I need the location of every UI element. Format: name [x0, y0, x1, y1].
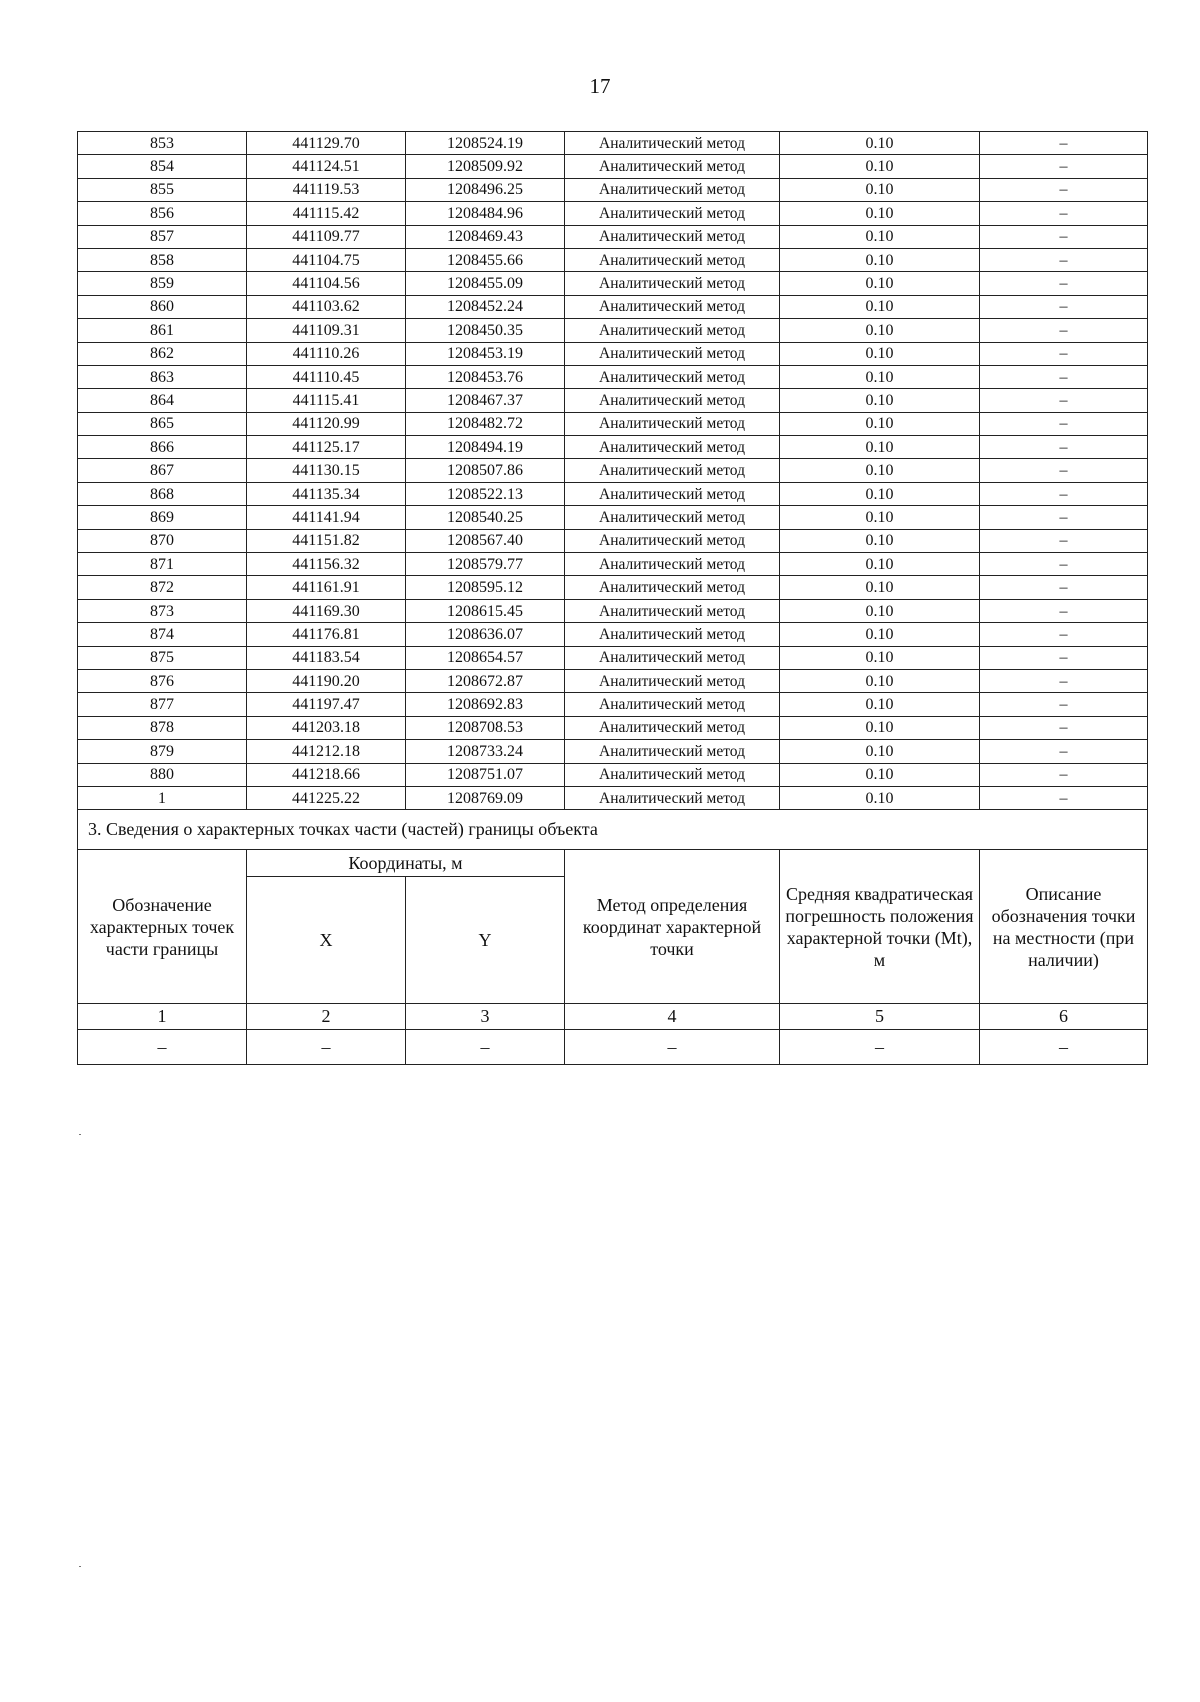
empty-data-row: [78, 1030, 1148, 1065]
cell-point: 868: [78, 482, 247, 505]
header-coordinates: Координаты, м: [247, 850, 565, 877]
cell-accuracy: 0.10: [780, 412, 980, 435]
table-row: [78, 623, 1148, 646]
cell-accuracy: 0.10: [780, 716, 980, 739]
cell-description: –: [980, 202, 1148, 225]
scan-speck: [79, 1134, 81, 1135]
table-row: [78, 155, 1148, 178]
cell-description: –: [980, 623, 1148, 646]
cell-x: 441120.99: [247, 412, 406, 435]
cell-y: 1208540.25: [406, 506, 565, 529]
cell-description: –: [980, 155, 1148, 178]
cell-description: –: [980, 132, 1148, 155]
cell-method: Аналитический метод: [565, 295, 780, 318]
cell-method: Аналитический метод: [565, 342, 780, 365]
cell-description: –: [980, 763, 1148, 786]
cell-y: 1208654.57: [406, 646, 565, 669]
cell-x: 441203.18: [247, 716, 406, 739]
cell-point: 853: [78, 132, 247, 155]
empty-cell: –: [406, 1030, 565, 1065]
header-accuracy: Средняя квадратическая погрешность положения характерной точки (Mt), м: [780, 850, 980, 1004]
cell-method: Аналитический метод: [565, 365, 780, 388]
cell-point: 877: [78, 693, 247, 716]
cell-description: –: [980, 178, 1148, 201]
cell-description: –: [980, 225, 1148, 248]
cell-method: Аналитический метод: [565, 623, 780, 646]
empty-cell: –: [565, 1030, 780, 1065]
cell-description: –: [980, 272, 1148, 295]
table-row: [78, 599, 1148, 622]
cell-description: –: [980, 412, 1148, 435]
cell-description: –: [980, 482, 1148, 505]
cell-y: 1208522.13: [406, 482, 565, 505]
cell-accuracy: 0.10: [780, 529, 980, 552]
column-number: 5: [780, 1004, 980, 1030]
table-row: [78, 132, 1148, 155]
table-row: [78, 225, 1148, 248]
empty-cell: –: [78, 1030, 247, 1065]
cell-method: Аналитический метод: [565, 389, 780, 412]
cell-description: –: [980, 716, 1148, 739]
cell-y: 1208595.12: [406, 576, 565, 599]
cell-method: Аналитический метод: [565, 225, 780, 248]
cell-y: 1208769.09: [406, 786, 565, 809]
cell-point: 863: [78, 365, 247, 388]
table-row: [78, 482, 1148, 505]
cell-y: 1208452.24: [406, 295, 565, 318]
cell-description: –: [980, 248, 1148, 271]
cell-accuracy: 0.10: [780, 623, 980, 646]
cell-accuracy: 0.10: [780, 786, 980, 809]
cell-accuracy: 0.10: [780, 342, 980, 365]
cell-description: –: [980, 693, 1148, 716]
cell-point: 1: [78, 786, 247, 809]
cell-method: Аналитический метод: [565, 482, 780, 505]
header-description: Описание обозначения точки на местности (при наличии): [980, 850, 1148, 1004]
cell-description: –: [980, 786, 1148, 809]
cell-x: 441129.70: [247, 132, 406, 155]
cell-y: 1208579.77: [406, 553, 565, 576]
points-table-body: [78, 132, 1148, 810]
cell-y: 1208482.72: [406, 412, 565, 435]
cell-y: 1208469.43: [406, 225, 565, 248]
column-numbers-row: [78, 1004, 1148, 1030]
cell-y: 1208708.53: [406, 716, 565, 739]
cell-point: 857: [78, 225, 247, 248]
cell-method: Аналитический метод: [565, 202, 780, 225]
cell-method: Аналитический метод: [565, 412, 780, 435]
cell-point: 864: [78, 389, 247, 412]
cell-point: 871: [78, 553, 247, 576]
cell-y: 1208455.09: [406, 272, 565, 295]
cell-description: –: [980, 506, 1148, 529]
cell-accuracy: 0.10: [780, 646, 980, 669]
cell-x: 441119.53: [247, 178, 406, 201]
cell-method: Аналитический метод: [565, 716, 780, 739]
cell-y: 1208507.86: [406, 459, 565, 482]
header-point-designation: Обозначение характерных точек части границы: [78, 850, 247, 1004]
cell-method: Аналитический метод: [565, 459, 780, 482]
cell-y: 1208567.40: [406, 529, 565, 552]
column-number: 6: [980, 1004, 1148, 1030]
empty-cell: –: [247, 1030, 406, 1065]
cell-y: 1208484.96: [406, 202, 565, 225]
cell-method: Аналитический метод: [565, 436, 780, 459]
table-row: [78, 436, 1148, 459]
table-row: [78, 529, 1148, 552]
table-row: [78, 412, 1148, 435]
cell-y: 1208524.19: [406, 132, 565, 155]
column-number: 3: [406, 1004, 565, 1030]
cell-accuracy: 0.10: [780, 599, 980, 622]
cell-method: Аналитический метод: [565, 553, 780, 576]
cell-x: 441190.20: [247, 669, 406, 692]
table-row: [78, 272, 1148, 295]
cell-method: Аналитический метод: [565, 506, 780, 529]
cell-point: 876: [78, 669, 247, 692]
cell-y: 1208494.19: [406, 436, 565, 459]
section-3-title-row: [78, 810, 1148, 850]
cell-method: Аналитический метод: [565, 272, 780, 295]
cell-x: 441103.62: [247, 295, 406, 318]
cell-method: Аналитический метод: [565, 155, 780, 178]
cell-point: 867: [78, 459, 247, 482]
cell-accuracy: 0.10: [780, 740, 980, 763]
cell-y: 1208467.37: [406, 389, 565, 412]
table-row: [78, 786, 1148, 809]
cell-x: 441212.18: [247, 740, 406, 763]
empty-cell: –: [780, 1030, 980, 1065]
cell-x: 441130.15: [247, 459, 406, 482]
table-row: [78, 459, 1148, 482]
cell-description: –: [980, 459, 1148, 482]
scan-speck: [79, 1566, 81, 1567]
cell-x: 441135.34: [247, 482, 406, 505]
cell-description: –: [980, 553, 1148, 576]
cell-accuracy: 0.10: [780, 365, 980, 388]
table-row: [78, 365, 1148, 388]
cell-description: –: [980, 365, 1148, 388]
cell-accuracy: 0.10: [780, 155, 980, 178]
cell-description: –: [980, 319, 1148, 342]
cell-y: 1208453.76: [406, 365, 565, 388]
column-number: 4: [565, 1004, 780, 1030]
cell-y: 1208450.35: [406, 319, 565, 342]
cell-accuracy: 0.10: [780, 178, 980, 201]
cell-point: 858: [78, 248, 247, 271]
table-row: [78, 646, 1148, 669]
cell-method: Аналитический метод: [565, 669, 780, 692]
cell-point: 878: [78, 716, 247, 739]
cell-y: 1208636.07: [406, 623, 565, 646]
cell-method: Аналитический метод: [565, 763, 780, 786]
cell-method: Аналитический метод: [565, 786, 780, 809]
cell-method: Аналитический метод: [565, 693, 780, 716]
cell-x: 441197.47: [247, 693, 406, 716]
table-row: [78, 295, 1148, 318]
cell-method: Аналитический метод: [565, 132, 780, 155]
cell-y: 1208733.24: [406, 740, 565, 763]
header-method: Метод определения координат характерной точки: [565, 850, 780, 1004]
cell-description: –: [980, 740, 1148, 763]
table-row: [78, 178, 1148, 201]
cell-accuracy: 0.10: [780, 693, 980, 716]
cell-x: 441183.54: [247, 646, 406, 669]
cell-accuracy: 0.10: [780, 576, 980, 599]
cell-point: 861: [78, 319, 247, 342]
cell-x: 441225.22: [247, 786, 406, 809]
page-number: 17: [589, 74, 611, 98]
cell-accuracy: 0.10: [780, 225, 980, 248]
cell-y: 1208496.25: [406, 178, 565, 201]
table-row: [78, 740, 1148, 763]
table-row: [78, 319, 1148, 342]
cell-x: 441156.32: [247, 553, 406, 576]
cell-description: –: [980, 342, 1148, 365]
cell-point: 866: [78, 436, 247, 459]
cell-x: 441161.91: [247, 576, 406, 599]
cell-description: –: [980, 599, 1148, 622]
cell-method: Аналитический метод: [565, 646, 780, 669]
cell-method: Аналитический метод: [565, 319, 780, 342]
table-row: [78, 248, 1148, 271]
cell-y: 1208692.83: [406, 693, 565, 716]
cell-x: 441115.41: [247, 389, 406, 412]
cell-accuracy: 0.10: [780, 202, 980, 225]
cell-point: 865: [78, 412, 247, 435]
cell-x: 441124.51: [247, 155, 406, 178]
boundary-points-table: [77, 131, 1148, 1065]
cell-point: 860: [78, 295, 247, 318]
cell-accuracy: 0.10: [780, 482, 980, 505]
table-row: [78, 693, 1148, 716]
table-row: [78, 669, 1148, 692]
cell-description: –: [980, 295, 1148, 318]
cell-accuracy: 0.10: [780, 295, 980, 318]
cell-x: 441104.56: [247, 272, 406, 295]
cell-accuracy: 0.10: [780, 459, 980, 482]
cell-description: –: [980, 436, 1148, 459]
section-3-title: 3. Сведения о характерных точках части (частей) границы объекта: [78, 810, 1148, 850]
cell-y: 1208455.66: [406, 248, 565, 271]
table-row: [78, 763, 1148, 786]
header-x: X: [247, 877, 406, 1004]
cell-accuracy: 0.10: [780, 553, 980, 576]
table-row: [78, 576, 1148, 599]
cell-point: 879: [78, 740, 247, 763]
table-row: [78, 389, 1148, 412]
cell-y: 1208751.07: [406, 763, 565, 786]
cell-x: 441109.31: [247, 319, 406, 342]
cell-y: 1208615.45: [406, 599, 565, 622]
cell-point: 859: [78, 272, 247, 295]
table-row: [78, 553, 1148, 576]
cell-accuracy: 0.10: [780, 272, 980, 295]
cell-x: 441218.66: [247, 763, 406, 786]
cell-description: –: [980, 529, 1148, 552]
table-row: [78, 202, 1148, 225]
empty-cell: –: [980, 1030, 1148, 1065]
cell-x: 441125.17: [247, 436, 406, 459]
cell-point: 880: [78, 763, 247, 786]
cell-x: 441115.42: [247, 202, 406, 225]
cell-point: 875: [78, 646, 247, 669]
cell-method: Аналитический метод: [565, 248, 780, 271]
table-row: [78, 716, 1148, 739]
cell-accuracy: 0.10: [780, 506, 980, 529]
cell-x: 441104.75: [247, 248, 406, 271]
cell-x: 441151.82: [247, 529, 406, 552]
cell-method: Аналитический метод: [565, 576, 780, 599]
column-number: 1: [78, 1004, 247, 1030]
cell-y: 1208509.92: [406, 155, 565, 178]
cell-method: Аналитический метод: [565, 178, 780, 201]
cell-method: Аналитический метод: [565, 740, 780, 763]
cell-accuracy: 0.10: [780, 132, 980, 155]
cell-description: –: [980, 669, 1148, 692]
cell-accuracy: 0.10: [780, 669, 980, 692]
cell-accuracy: 0.10: [780, 319, 980, 342]
cell-accuracy: 0.10: [780, 763, 980, 786]
cell-point: 874: [78, 623, 247, 646]
cell-accuracy: 0.10: [780, 389, 980, 412]
cell-accuracy: 0.10: [780, 248, 980, 271]
header-y: Y: [406, 877, 565, 1004]
cell-point: 854: [78, 155, 247, 178]
cell-point: 872: [78, 576, 247, 599]
cell-x: 441110.45: [247, 365, 406, 388]
column-number: 2: [247, 1004, 406, 1030]
cell-x: 441141.94: [247, 506, 406, 529]
table-row: [78, 342, 1148, 365]
cell-point: 870: [78, 529, 247, 552]
cell-x: 441110.26: [247, 342, 406, 365]
cell-accuracy: 0.10: [780, 436, 980, 459]
cell-x: 441176.81: [247, 623, 406, 646]
cell-point: 869: [78, 506, 247, 529]
cell-point: 856: [78, 202, 247, 225]
cell-point: 855: [78, 178, 247, 201]
cell-point: 873: [78, 599, 247, 622]
cell-y: 1208672.87: [406, 669, 565, 692]
cell-method: Аналитический метод: [565, 529, 780, 552]
cell-method: Аналитический метод: [565, 599, 780, 622]
cell-y: 1208453.19: [406, 342, 565, 365]
section-3-header-row: [78, 850, 1148, 877]
cell-description: –: [980, 646, 1148, 669]
cell-description: –: [980, 576, 1148, 599]
cell-point: 862: [78, 342, 247, 365]
cell-x: 441169.30: [247, 599, 406, 622]
cell-x: 441109.77: [247, 225, 406, 248]
table-row: [78, 506, 1148, 529]
cell-description: –: [980, 389, 1148, 412]
